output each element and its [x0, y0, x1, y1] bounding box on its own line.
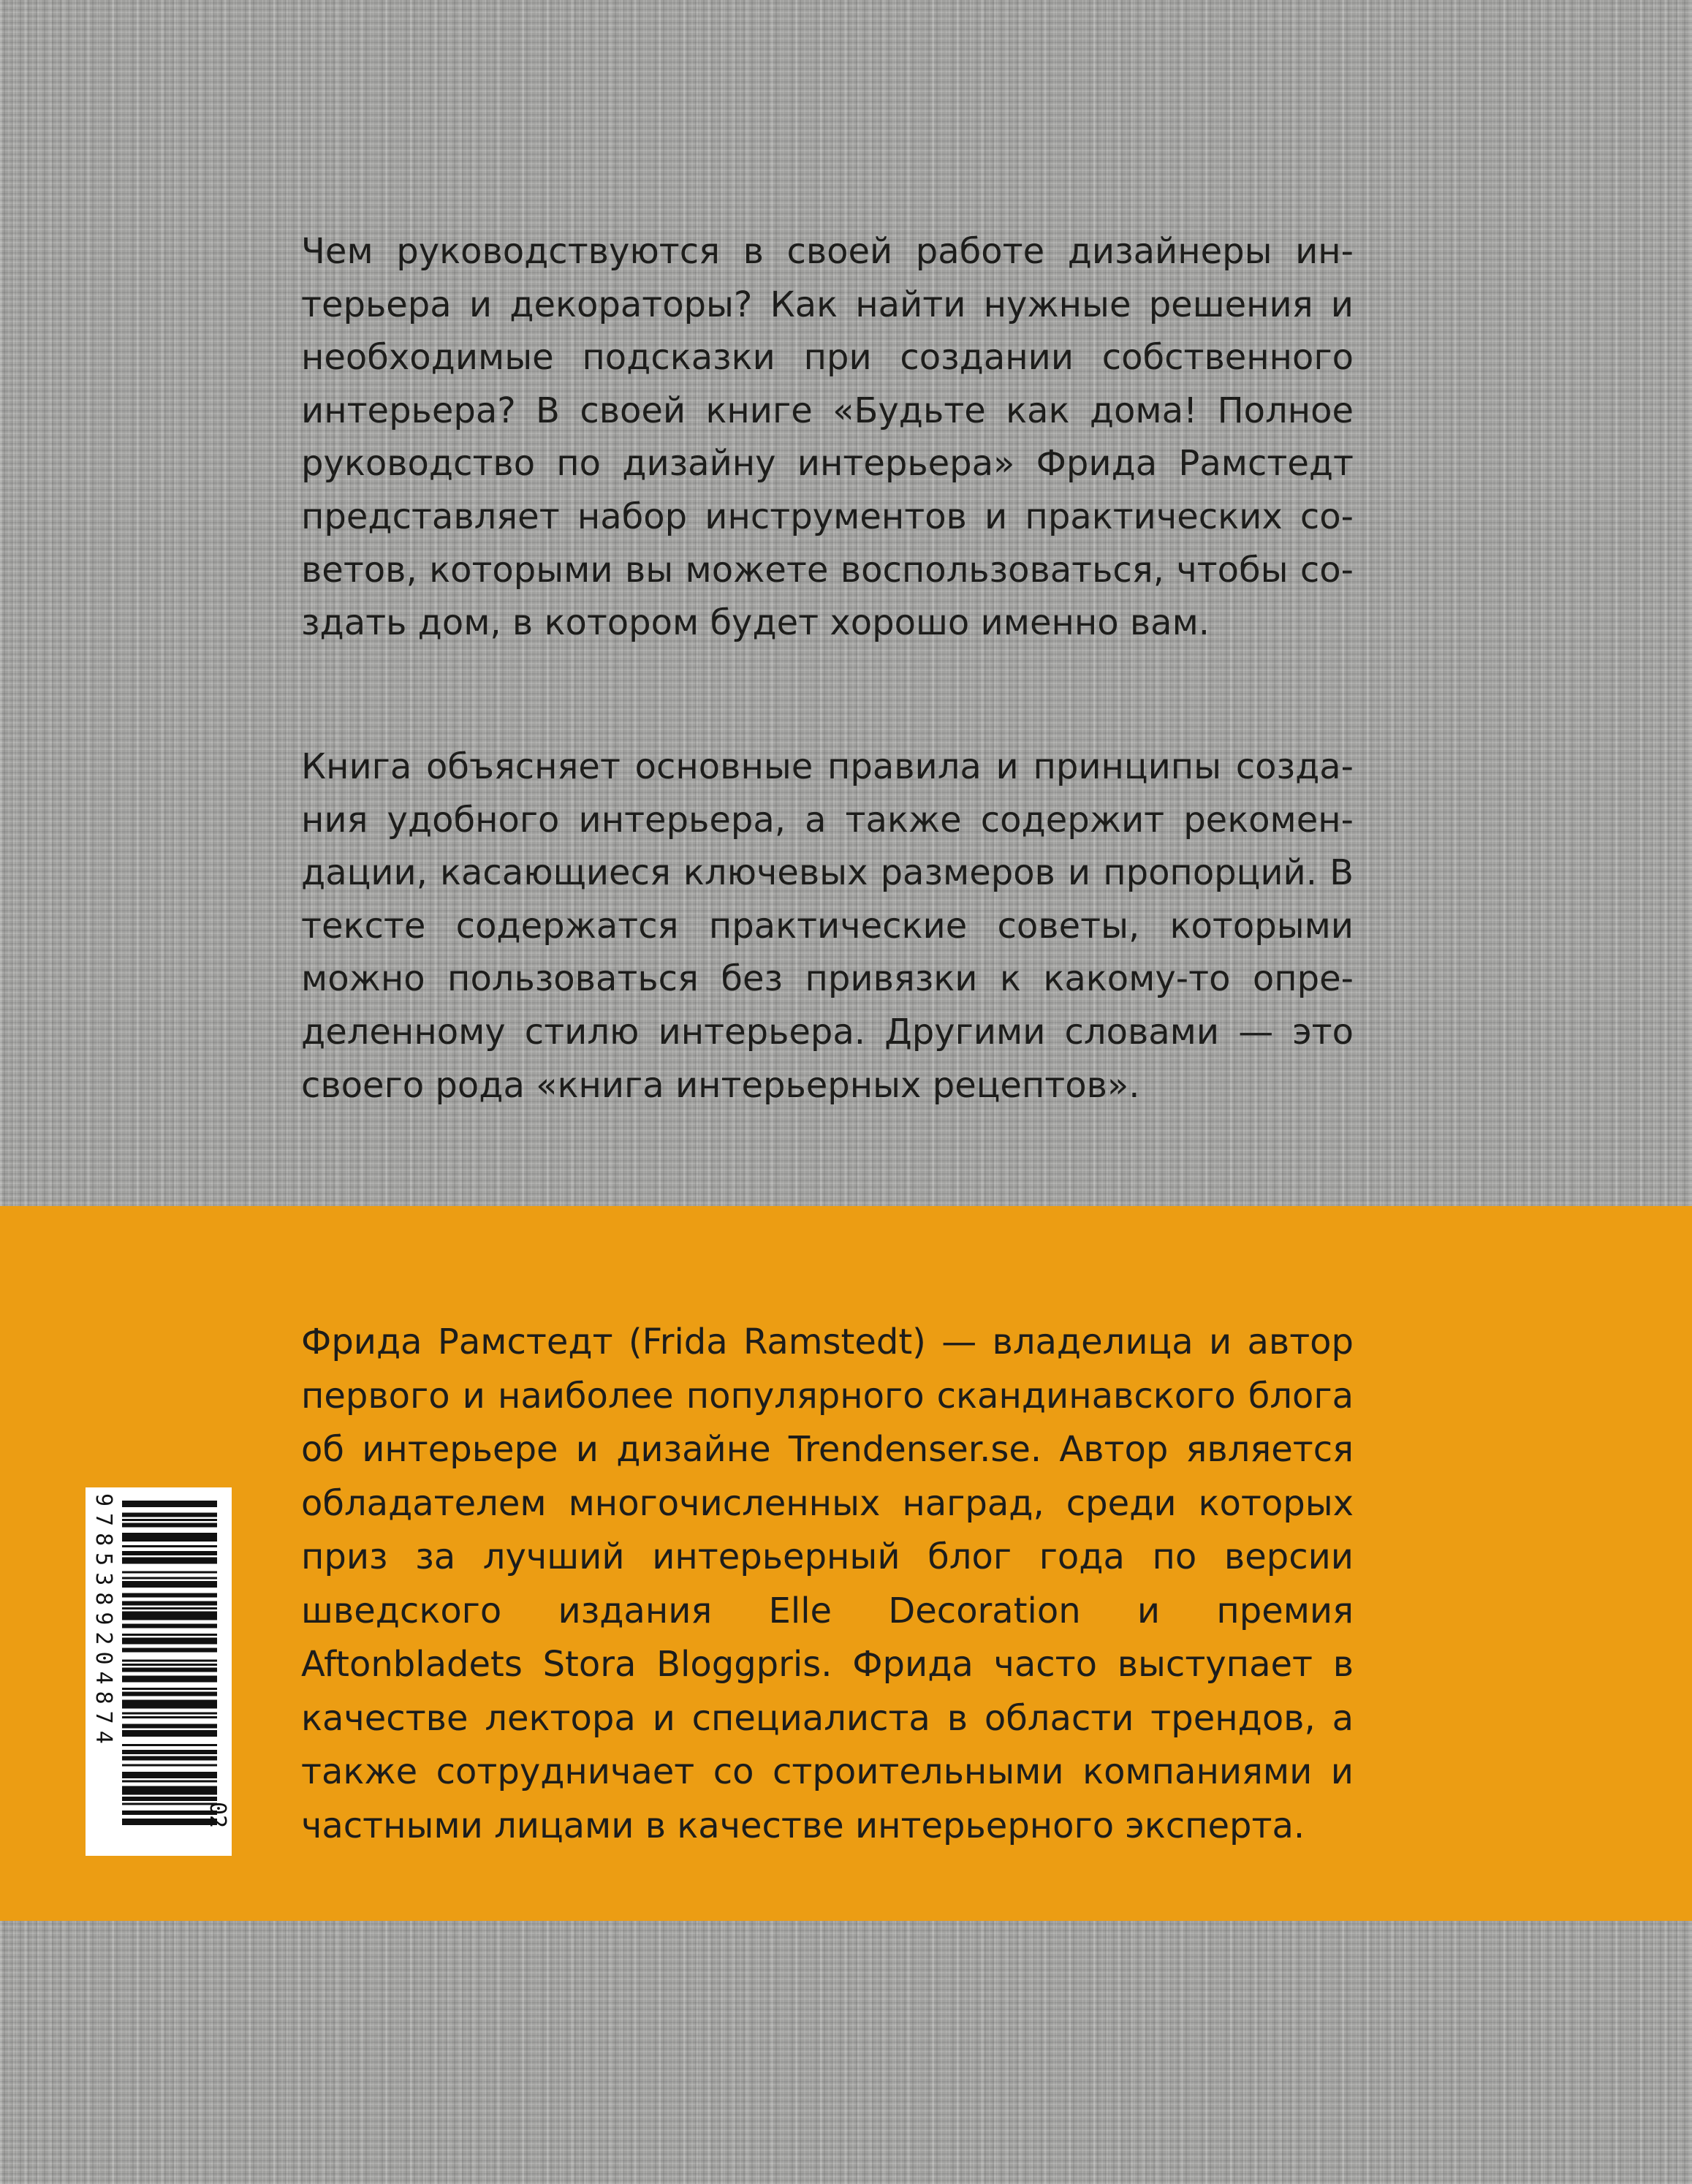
barcode-bar — [122, 1744, 217, 1746]
barcode-bar — [122, 1713, 217, 1715]
barcode-bar — [122, 1750, 217, 1754]
barcode-bar — [122, 1648, 217, 1653]
barcode-bar — [122, 1612, 217, 1620]
barcode-bar — [122, 1730, 217, 1737]
barcode-bar — [122, 1692, 217, 1696]
barcode-bar — [122, 1797, 217, 1801]
barcode-bar — [122, 1688, 217, 1690]
barcode-bar — [122, 1756, 217, 1761]
barcode-bar — [122, 1601, 217, 1606]
barcode-addon: 02 — [205, 1802, 230, 1829]
barcode-bar — [122, 1772, 217, 1778]
barcode-bar — [122, 1764, 217, 1767]
barcode-bar — [122, 1523, 217, 1528]
barcode-bar — [122, 1638, 217, 1645]
barcode-digits: 9785389204874 — [91, 1493, 116, 1751]
barcode-bar — [122, 1781, 217, 1783]
barcode-bar — [122, 1624, 217, 1628]
author-bio: Фрида Рамстедт (Frida Ramstedt) — владелица и автор первого и наиболее популярного скандинавского блога об интерьере и дизайне Trendenser.se. Автор является обладателем многочисленных наград, среди которых приз за лучший интерьерный блог года по версии шведского издания Elle Decoration и премия Aftonbladets Stora Bloggpris. Фрида часто выступает в качестве лектора и специалиста в области трендов, а также сотрудничает со строительными компаниями и частными лицами в качестве интерьерного эксперта. — [301, 1322, 1354, 1846]
barcode-bar — [122, 1551, 217, 1555]
barcode-bar — [122, 1519, 217, 1521]
isbn-barcode — [86, 1487, 232, 1856]
barcode-bar — [122, 1634, 217, 1636]
barcode-bar — [122, 1501, 217, 1507]
barcode-bar — [122, 1664, 217, 1666]
barcode-bar — [122, 1724, 217, 1729]
barcode-bar — [122, 1581, 217, 1588]
barcode-bar — [122, 1786, 217, 1795]
blurb-paragraph-2: Книга объясняет основные правила и принципы создания удобного интерьера, а также содержит рекомендации, касающиеся ключевых размеров и пропорций. В тексте содержатся практические советы, которыми можно пользоваться без привязки к какому-то определенному стилю интерьера. Другими словами — это своего рода «книга интерьерных рецептов». — [301, 746, 1354, 1106]
barcode-bar — [122, 1607, 217, 1609]
barcode-bar — [122, 1676, 217, 1683]
barcode-bar — [122, 1668, 217, 1672]
barcode-bar — [122, 1716, 217, 1718]
barcode-bar — [122, 1700, 217, 1709]
barcode-bar — [122, 1513, 217, 1517]
barcode-bar — [122, 1545, 217, 1547]
barcode-bar — [122, 1558, 217, 1564]
barcode-bar — [122, 1577, 217, 1580]
barcode-bar — [122, 1660, 217, 1662]
barcode-bar — [122, 1571, 217, 1574]
barcode-bar — [122, 1533, 217, 1542]
blurb-paragraph-1: Чем руководствуются в своей работе дизайнеры интерьера и декораторы? Как найти нужные решения и необходимые подсказки при создании собственного интерьера? В своей книге «Будьте как дома! Полное руководство по дизайну интерьера» Фрида Рамстедт представляет набор инструментов и практических советов, которыми вы можете воспользоваться, чтобы создать дом, в котором будет хорошо именно вам. — [301, 231, 1354, 644]
author-band — [0, 1206, 1692, 1921]
barcode-bar — [122, 1593, 217, 1598]
